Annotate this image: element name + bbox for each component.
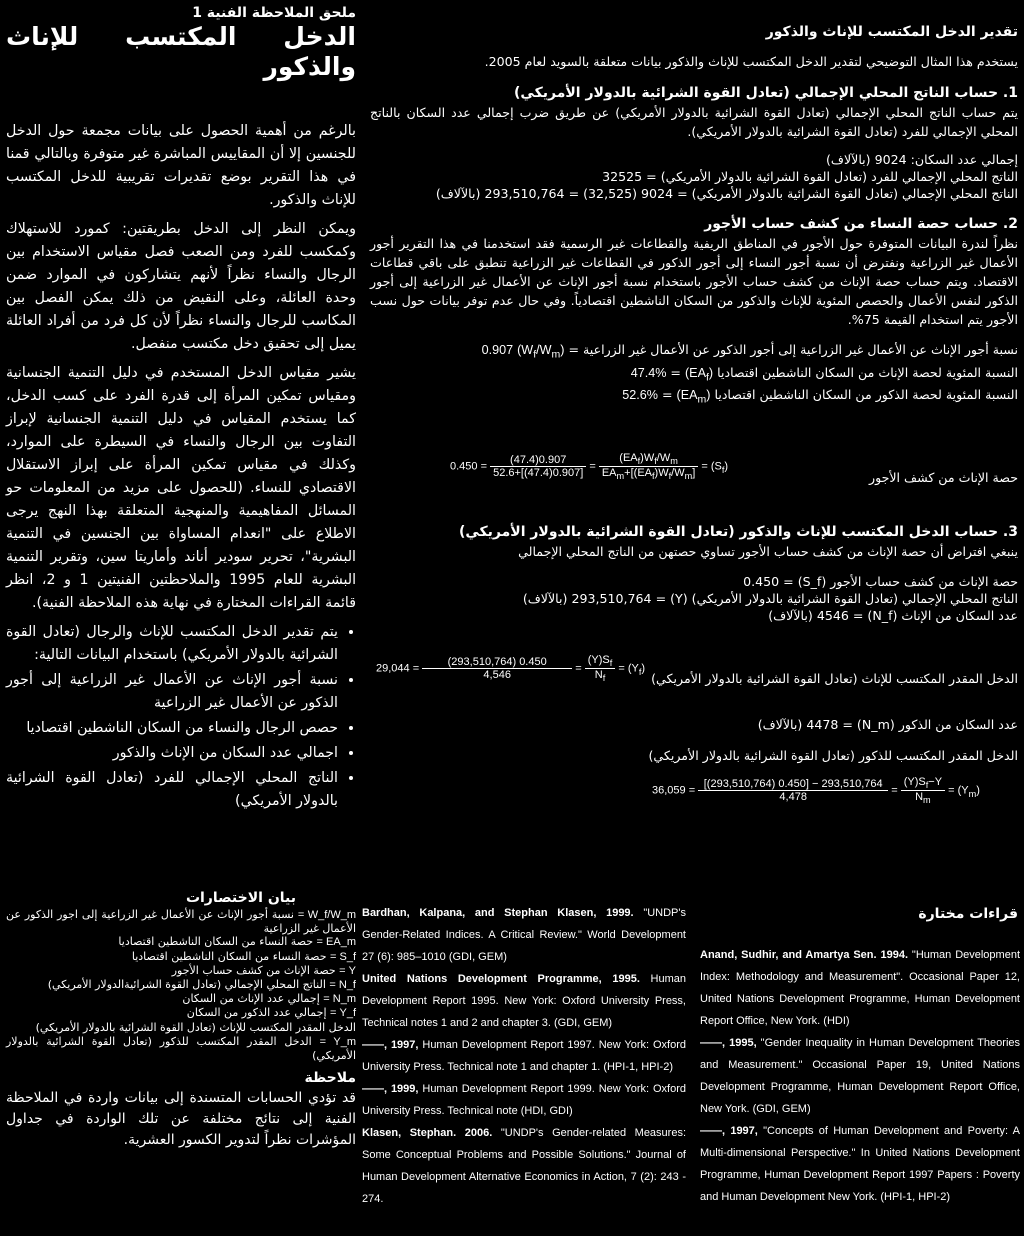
example-intro: يستخدم هذا المثال التوضيحي لتقدير الدخل المكتسب للإناث والذكور بيانات متعلقة بالسويد لعام 2005.	[484, 54, 1018, 69]
abbr-item: S_f = حصة النساء من السكان الناشطين اقتصاديا	[131, 949, 356, 963]
data-list	[6, 621, 356, 813]
paragraph-2: ويمكن النظر إلى الدخل بطريقتين: كمورد للاستهلاك وكمكسب للفرد ومن الصعب فصل مقياس الاستخدام بين الرجال والنساء نظراً لأنهم يتشاركون في الموارد ضمن وحدة العائلة، وعلى النقيض من ذلك يمكن الفصل بين المكاسب للرجال والنساء نظراً لأن كل فرد من أفراد العائلة يميل إلى تحقيق دخل مكتسب منفصل.	[6, 221, 356, 352]
female-income-label: الدخل المقدر المكتسب للإناث (تعادل القوة الشرائية بالدولار الأمريكي)	[651, 671, 1018, 686]
left-column	[6, 4, 356, 815]
abbr-item: Y = حصة الإناث من كشف حساب الأجور	[171, 963, 356, 977]
section-1-text: يتم حساب الناتج المحلي الإجمالي (تعادل القوة الشرائية بالدولار الأمريكي) عن طريق ضرب إجمالي عدد السكان بالناتج المحلي الإجمالي للفرد (تعادل القوة الشرائية بالدولار الأمريكي).	[370, 105, 1018, 139]
share-fraction: $\frac{(47.4)0.907}{52.6+[(47.4)0.907]}$	[490, 454, 586, 479]
section-3-title: 3. حساب الدخل المكتسب للإناث والذكور (تعادل القوة الشرائية بالدولار الأمريكي)	[458, 524, 1018, 540]
list-item: • الناتج المحلي الإجمالي للفرد (تعادل القوة الشرائية بالدولار الأمريكي)	[6, 767, 338, 813]
share-formula: $\frac{(EA_f)W_f/W_m}{EA_m+[(EA_f)W_f/W_m]}$	[599, 452, 698, 481]
section-2-text: نظراً لندرة البيانات المتوفرة حول الأجور في المناطق الريفية والقطاعات غير الرسمية فقد استخدمنا في هذا التقرير أجور الأعمال غير الزراعية ونفترض أن نسبة أجور النساء إلى أجور الذكور في القطاعات غير الزراعية تنطبق على باقي قطاعات الاقتصاد. ويتم حساب حصة الإناث من كشف حساب الأجور باستخدام نسبة أجور الإناث عن الأعمال غير الزراعية إلى أجور الذكور لنفس الأعمال والحصص المئوية للإناث والذكور من السكان الناشطين اقتصادياً. وفي حال عدم توفر بيانات حول نسب الأجور يتم استخدام القيمة 75%.	[370, 236, 1018, 327]
reference-item: ——, 1999, Human Development Report 1999. New York: Oxford University Press. Technical note (HDI, GDI)	[362, 1083, 686, 1117]
section-2-eq-2: النسبة المئوية لحصة الإناث من السكان الناشطين اقتصاديا $(EA_f) = 47.4\%$	[630, 364, 1018, 384]
paragraph-1: بالرغم من أهمية الحصول على بيانات مجمعة حول الدخل للجنسين إلا أن المقاييس المباشرة غير متوفرة وبالتالي قمنا في هذا التقرير بوضع تقديرات تقريبية للدخل المكتسب للإناث والذكور.	[6, 123, 356, 208]
reference-item: Anand, Sudhir, and Amartya Sen. 1994. "Human Development Index: Methodology and Measurement". Occasional Paper 12, United Nations Development Programme, Human Development Report Office, New York. (HDI)	[700, 949, 1021, 1027]
example-title: تقدير الدخل المكتسب للإناث والذكور	[765, 24, 1018, 40]
male-income-label: الدخل المقدر المكتسب للذكور (تعادل القوة الشرائية بالدولار الأمريكي)	[648, 748, 1018, 763]
male-income-result: 36,059 =	[652, 784, 696, 797]
share-label: حصة الإناث من كشف الأجور	[868, 470, 1018, 485]
abbr-title: بيان الاختصارات	[185, 890, 296, 906]
female-income-result: 29,044 =	[376, 662, 420, 675]
right-column	[370, 22, 1018, 409]
references-col-right	[700, 944, 1020, 1208]
annex-label: ملحق الملاحظة الفنية 1	[192, 5, 356, 21]
section-2-eq-3: النسبة المئوية لحصة الذكور من السكان الناشطين اقتصاديا $(EA_m) = 52.6\%$	[622, 387, 1018, 406]
abbr-item: Y_f = إجمالي عدد الذكور من السكان	[186, 1006, 356, 1020]
male-pop: عدد السكان من الذكور (N_m) = 4478 (بالآلاف)	[757, 717, 1018, 732]
note-text: قد تؤدي الحسابات المتسندة إلى بيانات واردة في الملاحظة الفنية إلى نتائج مختلفة عن تلك الواردة في جداول المؤشرات نظراً لتدوير الكسور العشرية.	[6, 1090, 356, 1149]
reference-item: ——, 1995, "Gender Inequality in Human Development Theories and Measurement." Occasional Paper 19, United Nations Development Programme, Human Development Report Office, New York. (GDI, GEM)	[700, 1037, 1021, 1115]
abbreviations-block	[6, 888, 356, 1151]
section-2-title: 2. حساب حصة النساء من كشف حساب الأجور	[704, 216, 1018, 232]
female-income-math: 29,044 = $\frac{(293,510,764) 0.450}{4,546}$ = $\frac{(Y)S_f}{N_f}$ = $(Y_f)$	[376, 654, 646, 684]
section-1-eq-1: إجمالي عدد السكان: 9024 (بالآلاف)	[826, 152, 1018, 167]
abbr-list	[6, 908, 356, 1062]
section-3-text: ينبغي افتراض أن حصة الإناث من كشف حساب الأجور تساوي حصتهن من الناتج المحلي الإجمالي	[518, 544, 1018, 559]
note-title: ملاحظة	[304, 1070, 356, 1087]
abbr-item: Y_m = الدخل المقدر المكتسب للذكور (تعادل القوة الشرائية بالدولار الأمريكي)	[6, 1034, 357, 1063]
section-3	[370, 522, 1018, 624]
section-3-eq-2: الناتج المحلي الإجمالي (تعادل القوة الشرائية بالدولار الأمريكي) (Y) = 293,510,764 (بالآلاف)	[522, 591, 1018, 606]
section-2-eq-1: نسبة أجور الإناث عن الأعمال غير الزراعية إلى أجور الذكور عن الأعمال غير الزراعية = $(W_f/W_m)$ 0.907	[481, 342, 1018, 361]
main-title: الدخل المكتسب للإناث والذكور	[6, 22, 356, 81]
list-item: • اجمالي عدد السكان من الإناث والذكور	[6, 742, 338, 765]
share-math: 0.450 = $\frac{(47.4)0.907}{52.6+[(47.4)0.907]}$ = $\frac{(EA_f)W_f/W_m}{EA_m+[(EA_f)W_f/W_m]}$ = $(S_f)$	[450, 452, 729, 482]
section-3-eq-1: حصة الإناث من كشف حساب الأجور (S_f) = 0.450	[743, 574, 1018, 589]
male-income-formula: $\frac{(Y)S_f-Y}{N_m}$	[901, 776, 945, 805]
share-result: 0.450 =	[450, 460, 488, 473]
section-1-eq-2: الناتج المحلي الإجمالي للفرد (تعادل القوة الشرائية بالدولار الأمريكي) = 32525	[602, 169, 1018, 184]
reference-item: ——, 1997, Human Development Report 1997. New York: Oxford University Press. Technical note 1 and chapter 1. (HPI-1, HPI-2)	[362, 1039, 686, 1073]
abbr-item: الدخل المقدر المكتسب للإناث (تعادل القوة الشرائية بالدولار الأمريكي)	[35, 1020, 356, 1034]
reference-item: United Nations Development Programme, 1995. Human Development Report 1995. New York: Oxford University Press, Technical notes 1 and 2 and chapter 3. (GDI, GEM)	[362, 973, 686, 1029]
abbr-item: EA_m = حصة النساء من السكان الناشطين اقتصاديا	[118, 935, 356, 949]
male-income-math: 36,059 = $\frac{[(293,510,764) 0.450] - 293,510,764}{4,478}$ = $\frac{(Y)S_f-Y}{N_m}$ = $(Y_m)$	[652, 776, 980, 806]
male-income-fraction: $\frac{[(293,510,764) 0.450] - 293,510,764}{4,478}$	[698, 778, 888, 803]
list-item: • حصص الرجال والنساء من السكان الناشطين اقتصاديا	[6, 717, 338, 740]
abbr-item: N_m = إجمالي عدد الإناث من السكان	[182, 992, 356, 1006]
female-income-formula: $\frac{(Y)S_f}{N_f}$	[585, 654, 616, 683]
section-3-eq-3: عدد السكان من الإناث (N_f) = 4546 (بالآلاف)	[768, 608, 1018, 623]
female-income-fraction: $\frac{(293,510,764) 0.450}{4,546}$	[422, 656, 572, 681]
references-col-left	[362, 902, 686, 1210]
reference-item: Klasen, Stephan. 2006. "UNDP's Gender-related Measures: Some Conceptual Problems and Possible Solutions." Journal of Human Development Alternative Economics in Action, 7 (2): 243 - 274.	[362, 1127, 687, 1205]
reference-item: ——, 1997, "Concepts of Human Development and Poverty: A Multi-dimensional Perspective." In United Nations Development Programme, Human Development Report 1997 Papers : Poverty and Human Development New York. (HPI-1, HPI-2)	[700, 1125, 1020, 1203]
abbr-item: N_f = الناتج المحلي الإجمالي (تعادل القوة الشرائيةالدولار الأمريكي)	[47, 978, 356, 992]
abbr-item: W_f/W_m = نسبة أجور الإناث عن الأعمال غير الزراعية إلى اجور الذكور عن الأعمال غير الزراعية	[6, 908, 356, 936]
references-title: قراءات مختارة	[918, 906, 1018, 922]
list-item: • نسبة أجور الإناث عن الأعمال غير الزراعية إلى أجور الذكور عن الأعمال غير الزراعية	[6, 669, 338, 715]
section-1-title: 1. حساب الناتج المحلي الإجمالي (تعادل القوة الشرائية بالدولار الأمريكي)	[514, 85, 1018, 101]
list-item: • يتم تقدير الدخل المكتسب للإناث والرجال (تعادل القوة الشرائية بالدولار الأمريكي) باستخدام البيانات التالية:	[6, 621, 338, 667]
paragraph-3: يشير مقياس الدخل المستخدم في دليل التنمية الجنسانية ومقياس تمكين المرأة إلى قدرة الفرد على كسب الدخل، كما يستخدم المقياس في دليل التنمية الجنسانية لإبراز التفاوت بين الرجال والنساء في السيطرة على الموارد، وكذلك في مقياس تمكين المرأة على إبراز الاستقلال الاقتصادي للنساء. (للحصول على مزيد من المعلومات حو المسائل المفاهيمية والمنهجية المتعلقة بهذا النهج يرجى الاطلاع على "انعدام المساواة بين الجنسين في التنمية البشرية"، تحرير سودير أناند وأماريتا سين، وتقرير التنمية البشرية للعام 1995 والملاحظتين الفنيتين 1 و 2، انظر قائمة القراءات المختارة في نهاية هذه الملاحظة الفنية).	[6, 365, 357, 611]
reference-item: Bardhan, Kalpana, and Stephan Klasen, 1999. "UNDP's Gender-Related Indices. A Critical Review." World Development 27 (6): 985–1010 (GDI, GEM)	[362, 907, 686, 963]
section-1-eq-3: الناتج المحلي الإجمالي (تعادل القوة الشرائية بالدولار الأمريكي) = 9024 (32,525) = 293,510,764 (بالآلاف)	[435, 186, 1018, 201]
